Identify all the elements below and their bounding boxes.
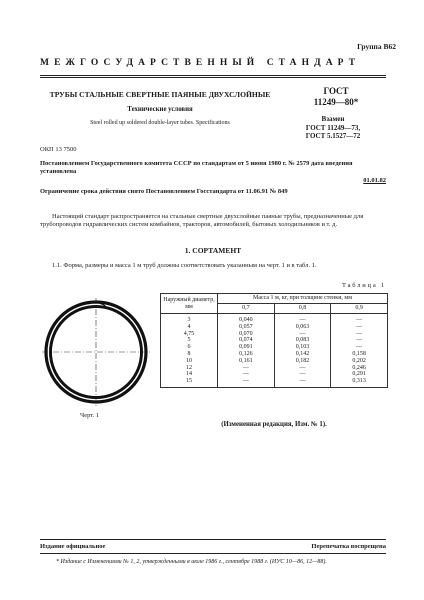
table-cell: —	[274, 378, 331, 387]
thickness-header-2: 0,8	[274, 304, 331, 314]
paragraph-1-1: 1.1. Форма, размеры и масса 1 м труб должны соответствовать указанным на черт. 1 и в табл. 1.	[52, 262, 317, 269]
header-rule-bottom	[40, 77, 386, 78]
table-row	[161, 314, 388, 324]
table-row	[161, 337, 388, 344]
table-cell: 3	[161, 314, 218, 324]
table-cell: —	[331, 337, 388, 344]
table-row	[161, 378, 388, 387]
table-cell: 0,246	[331, 365, 388, 372]
mass-header: Масса 1 м, кг, при толщине стенки, мм	[218, 294, 388, 304]
gost-number	[296, 86, 376, 108]
table-cell: 6	[161, 344, 218, 351]
table-cell: 14	[161, 371, 218, 378]
table-cell: 5	[161, 337, 218, 344]
tube-cross-section-drawing	[40, 296, 152, 408]
table-cell: 0,103	[274, 344, 331, 351]
table-cell: 4	[161, 324, 218, 331]
table-cell: 0,142	[274, 351, 331, 358]
table-cell: 0,182	[274, 358, 331, 365]
thickness-header-3: 0,9	[331, 304, 388, 314]
reprint-prohibited-label: Перепечатка воспрещена	[311, 543, 386, 550]
table-cell: 0,057	[218, 324, 275, 331]
table-cell: —	[218, 378, 275, 387]
replaces-label: Взамен	[321, 115, 345, 123]
drawing-caption: Черт. 1	[80, 412, 100, 419]
section-heading: 1. СОРТАМЕНТ	[184, 246, 242, 255]
table-cell: 0,313	[331, 378, 388, 387]
table-cell: 8	[161, 351, 218, 358]
mass-table	[160, 293, 388, 388]
english-title: Steel rolled up soldered double-layer tubes. Specifications	[90, 120, 230, 126]
table-cell: —	[218, 371, 275, 378]
okp-code: ОКП 13 7500	[40, 146, 77, 153]
table-cell: 0,070	[218, 331, 275, 338]
footnote: * Издание с Изменениями № 1, 2, утвержденными в июле 1986 г., сентябре 1988 г. (ИУС 10—86, 12—88).	[56, 559, 327, 565]
table-row	[161, 344, 388, 351]
table-cell: 15	[161, 378, 218, 387]
table-row	[161, 324, 388, 331]
table-cell: —	[331, 331, 388, 338]
table-row	[161, 371, 388, 378]
table-cell: 0,074	[218, 337, 275, 344]
table-cell: 4,75	[161, 331, 218, 338]
table-cell: 0,040	[218, 314, 275, 324]
official-edition-label: Издание официальное	[40, 543, 106, 550]
diameter-header: Наружный диаметр, мм	[161, 294, 218, 314]
decree-text: Постановлением Государственного комитета СССР по стандартам от 5 июня 1980 г. № 2579 дата введения установлена	[40, 160, 353, 175]
document-subtitle: Технические условия	[127, 106, 193, 113]
replaces-line-2: ГОСТ 5.1527—72	[305, 132, 361, 140]
limit-removed-text: Ограничение срока действия снято Постановлением Госстандарта от 11.06.91 № 849	[40, 188, 288, 195]
effective-date: 01.01.82	[363, 177, 386, 184]
replaces-line-1: ГОСТ 11249—73,	[305, 123, 361, 132]
replaces-block	[283, 115, 383, 141]
table-row	[161, 365, 388, 372]
footer-rule	[40, 539, 386, 540]
table-cell: 0,126	[218, 351, 275, 358]
table-cell: —	[274, 365, 331, 372]
table-cell: 0,161	[218, 358, 275, 365]
table-cell: —	[274, 371, 331, 378]
table-label: Таблица 1	[342, 282, 386, 289]
footnote-rule	[40, 553, 386, 554]
table-cell: 0,158	[331, 351, 388, 358]
table-cell: —	[274, 331, 331, 338]
table-cell: 0,091	[218, 344, 275, 351]
table-row	[161, 351, 388, 358]
gost-code: 11249—80*	[313, 97, 359, 107]
document-title: ТРУБЫ СТАЛЬНЫЕ СВЕРТНЫЕ ПАЯНЫЕ ДВУХСЛОЙНЫЕ	[49, 90, 271, 99]
table-cell: 0,202	[331, 358, 388, 365]
table-cell: —	[218, 365, 275, 372]
table-cell: 0,291	[331, 371, 388, 378]
gost-label: ГОСТ	[323, 86, 349, 96]
intro-paragraph: Настоящий стандарт распространяется на стальные свертные двухслойные паяные трубы, предназначенные для трубопроводов гидравлических систем комбайнов, тракторов, автомобилей, бытовых холодильников и т. д.	[40, 213, 364, 228]
table-row	[161, 358, 388, 365]
table-row	[161, 331, 388, 338]
table-cell: 12	[161, 365, 218, 372]
table-cell: 0,083	[274, 337, 331, 344]
group-code: Группа В62	[357, 42, 396, 51]
edit-note: (Измененная редакция, Изм. № 1).	[221, 421, 327, 428]
header-rule-top	[40, 75, 386, 76]
table-cell: —	[331, 314, 388, 324]
standard-type-heading: МЕЖГОСУДАРСТВЕННЫЙ СТАНДАРТ	[40, 58, 361, 68]
thickness-header-1: 0,7	[218, 304, 275, 314]
table-cell: 10	[161, 358, 218, 365]
table-cell: —	[274, 314, 331, 324]
table-cell: —	[331, 344, 388, 351]
table-cell: 0,063	[274, 324, 331, 331]
table-cell: —	[331, 324, 388, 331]
